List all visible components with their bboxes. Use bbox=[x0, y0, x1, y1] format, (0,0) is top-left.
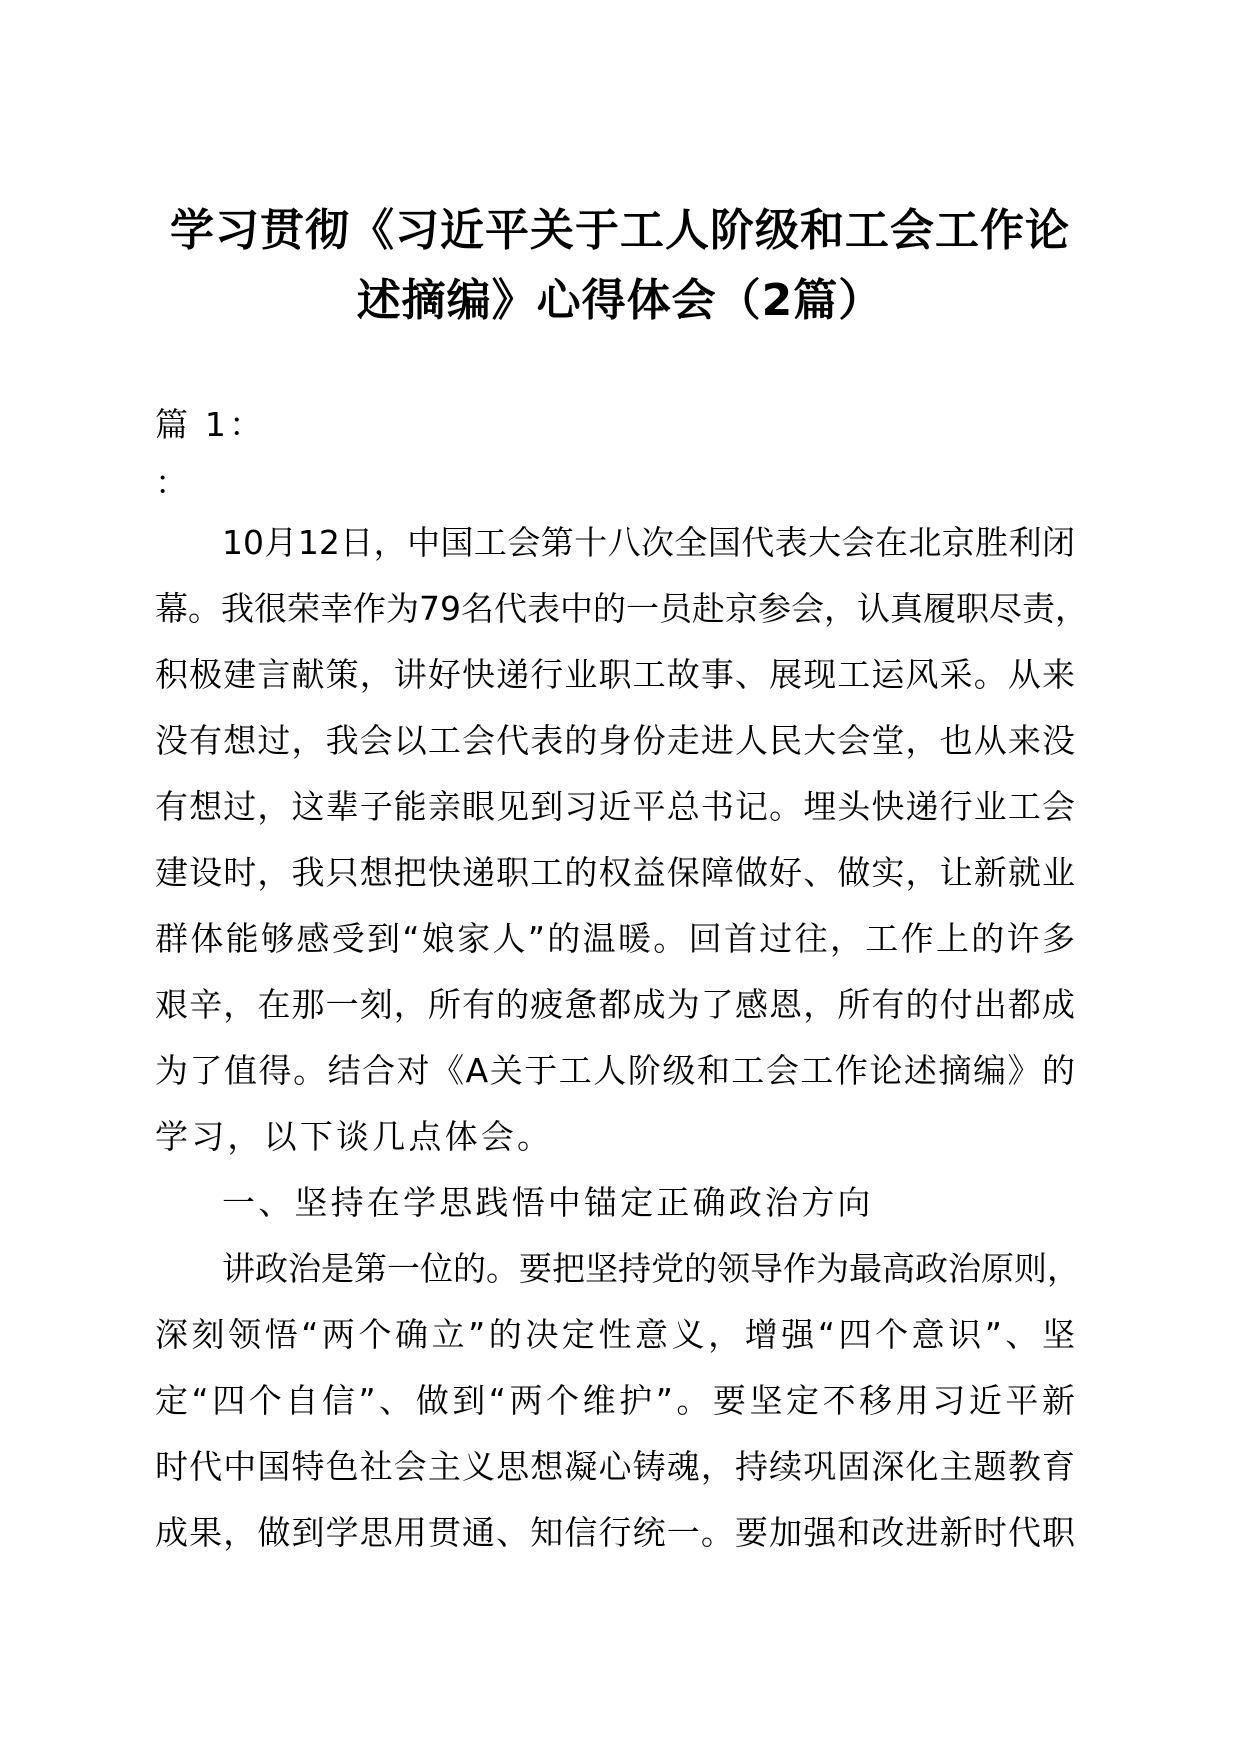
paragraph1-line-5: 有想过，这辈子能亲眼见到习近平总书记。埋头快递行业工会 bbox=[155, 787, 1075, 826]
paragraph1-line-1: 10月12日，中国工会第十八次全国代表大会在北京胜利闭 bbox=[222, 523, 1075, 562]
title-line-2: 述摘编》心得体会（2篇） bbox=[356, 275, 884, 326]
paragraph1-line-10: 学习，以下谈几点体会。 bbox=[155, 1117, 554, 1156]
paragraph1-line-2: 幕。我很荣幸作为79名代表中的一员赴京参会，认真履职尽责， bbox=[155, 589, 1088, 628]
paragraph1-line-8: 艰辛，在那一刻，所有的疲惫都成为了感恩，所有的付出都成 bbox=[155, 985, 1075, 1024]
paragraph2-line-3: 定“四个自信”、做到“两个维护”。要坚定不移用习近平新 bbox=[155, 1381, 1075, 1420]
colon-line: ： bbox=[155, 463, 192, 502]
paragraph2-line-1: 讲政治是第一位的。要把坚持党的领导作为最高政治原则， bbox=[222, 1249, 1080, 1288]
section-heading-1: 一、坚持在学思践悟中锚定正确政治方向 bbox=[222, 1183, 874, 1222]
paragraph1-line-9: 为了值得。结合对《A关于工人阶级和工会工作论述摘编》的 bbox=[155, 1051, 1075, 1090]
paragraph1-line-3: 积极建言献策，讲好快递行业职工故事、展现工运风采。从来 bbox=[155, 655, 1075, 694]
document-title bbox=[140, 196, 1100, 336]
section-label: 篇 1： bbox=[155, 405, 266, 444]
paragraph2-line-5: 成果，做到学思用贯通、知信行统一。要加强和改进新时代职 bbox=[155, 1513, 1075, 1552]
paragraph1-line-4: 没有想过，我会以工会代表的身份走进人民大会堂，也从来没 bbox=[155, 721, 1075, 760]
title-line-1: 学习贯彻《习近平关于工人阶级和工会工作论 bbox=[170, 205, 1070, 256]
paragraph2-line-2: 深刻领悟“两个确立”的决定性意义，增强“四个意识”、坚 bbox=[155, 1315, 1075, 1354]
paragraph1-line-7: 群体能够感受到“娘家人”的温暖。回首过往，工作上的许多 bbox=[155, 919, 1075, 958]
paragraph1-line-6: 建设时，我只想把快递职工的权益保障做好、做实，让新就业 bbox=[155, 853, 1075, 892]
paragraph2-line-4: 时代中国特色社会主义思想凝心铸魂，持续巩固深化主题教育 bbox=[155, 1447, 1075, 1486]
